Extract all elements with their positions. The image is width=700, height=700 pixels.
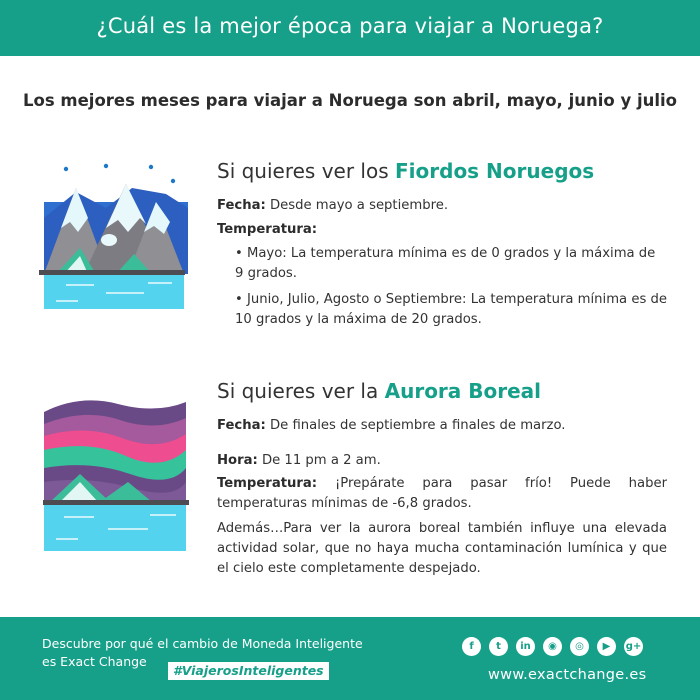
aurora-title: Si quieres ver la Aurora Boreal <box>217 379 542 403</box>
fjords-highlight: Fiordos Noruegos <box>395 159 595 183</box>
aurora-date: Fecha: De finales de septiembre a finales de marzo. <box>217 418 566 433</box>
fjord-illustration-icon <box>36 162 188 314</box>
hashtag-badge: #ViajerosInteligentes <box>168 662 329 680</box>
aurora-extra: Además…Para ver la aurora boreal también influye una elevada actividad solar, que no haya mucha contaminación lumínica y que el cielo este completamente despejado. <box>217 521 667 576</box>
aurora-temp: Temperatura: ¡Prepárate para pasar frío! Puede haber temperaturas mínimas de -6,8 grados. <box>217 476 667 511</box>
aurora-highlight: Aurora Boreal <box>384 379 542 403</box>
fjords-bullet-summer: • Junio, Julio, Agosto o Septiembre: La temperatura mínima es de 10 grados y la máxima de 20 grados. <box>235 292 667 327</box>
page-title: ¿Cuál es la mejor época para viajar a Noruega? <box>96 14 604 38</box>
rss-icon[interactable]: ◉ <box>543 637 562 656</box>
fjords-temp-label: Temperatura: <box>217 222 318 237</box>
aurora-illustration-icon <box>40 394 190 554</box>
social-icons <box>462 637 643 656</box>
page-footer <box>0 617 700 700</box>
fjords-date: Fecha: Desde mayo a septiembre. <box>217 198 449 213</box>
youtube-icon[interactable]: ▶ <box>597 637 616 656</box>
linkedin-icon[interactable]: in <box>516 637 535 656</box>
twitter-icon[interactable]: t <box>489 637 508 656</box>
instagram-icon[interactable]: ◎ <box>570 637 589 656</box>
page-header <box>0 0 700 56</box>
facebook-icon[interactable]: f <box>462 637 481 656</box>
website-link[interactable]: www.exactchange.es <box>488 667 647 683</box>
page-subtitle: Los mejores meses para viajar a Noruega son abril, mayo, junio y julio <box>22 91 678 110</box>
googleplus-icon[interactable]: g+ <box>624 637 643 656</box>
fjords-title: Si quieres ver los Fiordos Noruegos <box>217 159 595 183</box>
footer-promo: Descubre por qué el cambio de Moneda Inteligente es Exact Change <box>42 636 363 669</box>
aurora-hour: Hora: De 11 pm a 2 am. <box>217 453 381 468</box>
fjords-bullet-may: • Mayo: La temperatura mínima es de 0 grados y la máxima de 9 grados. <box>235 246 656 281</box>
